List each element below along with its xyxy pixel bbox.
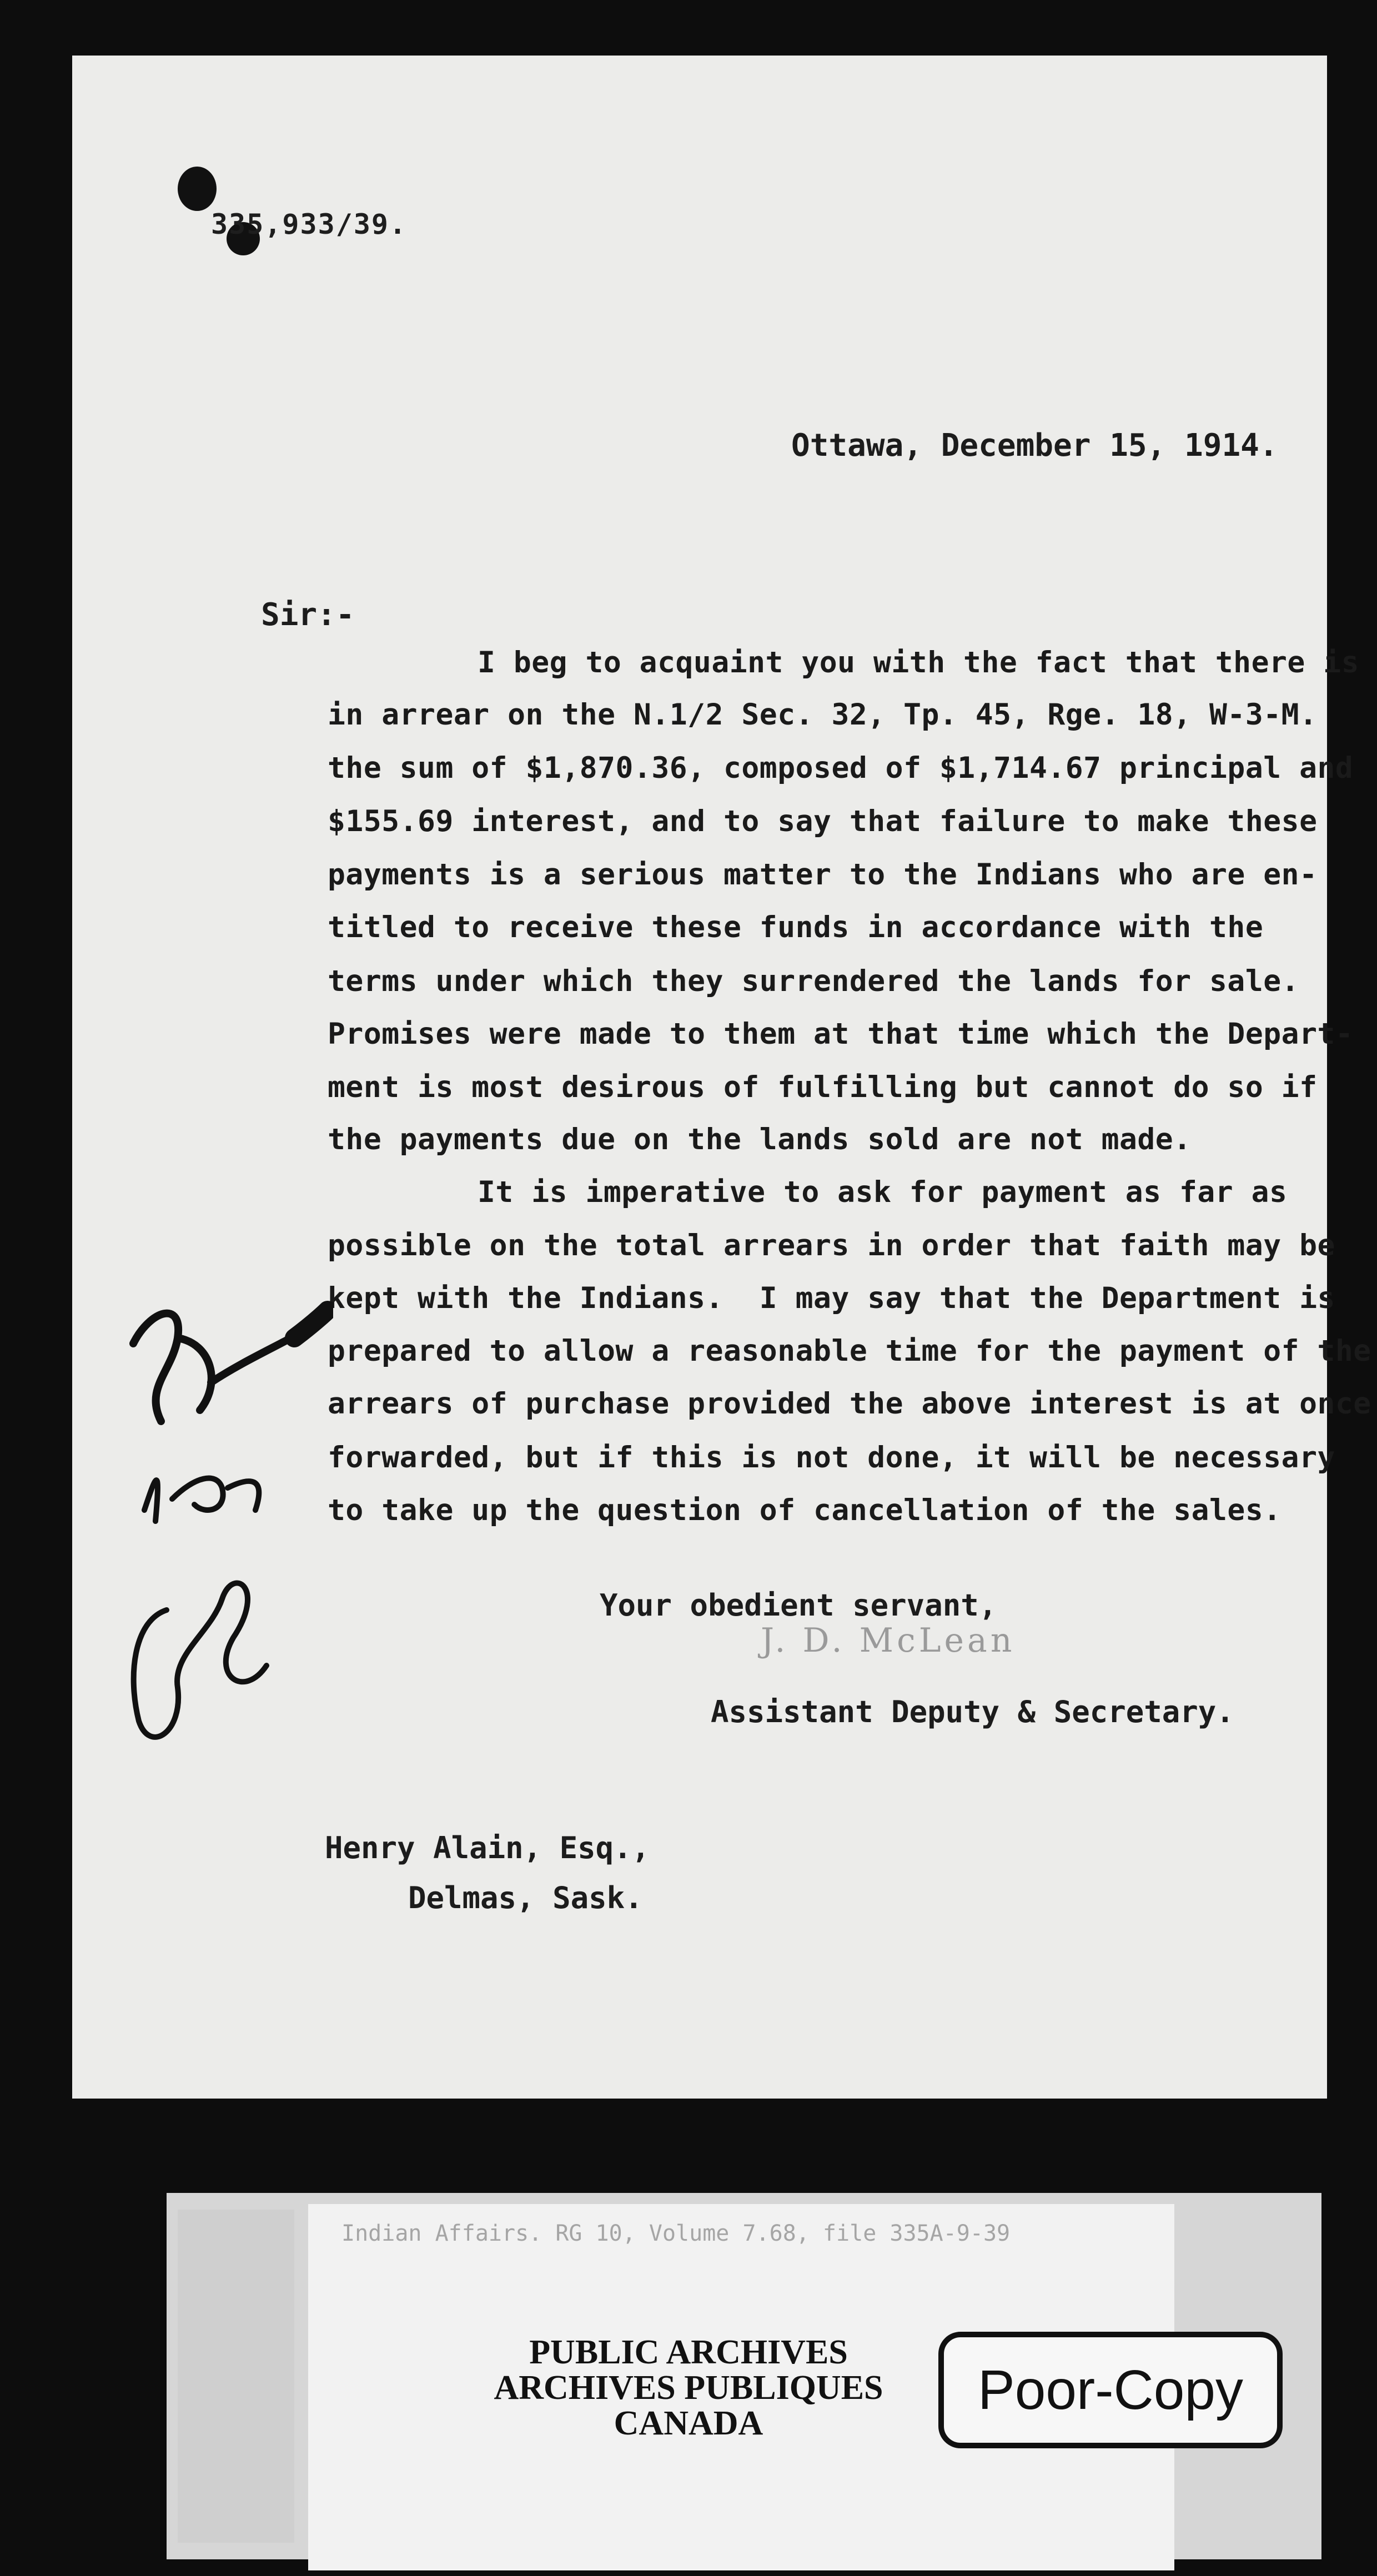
body-line: titled to receive these funds in accordance with the <box>328 910 1264 944</box>
body-line: possible on the total arrears in order that faith may be <box>328 1229 1335 1262</box>
signatory-title: Assistant Deputy & Secretary. <box>711 1694 1234 1729</box>
closing: Your obedient servant, <box>600 1588 997 1623</box>
body-line: ment is most desirous of fulfilling but cannot do so if <box>328 1070 1318 1104</box>
body-line: arrears of purchase provided the above interest is at once <box>328 1387 1371 1421</box>
body-line: It is imperative to ask for payment as far as <box>478 1175 1288 1209</box>
date-line: Ottawa, December 15, 1914. <box>791 427 1278 464</box>
archives-line-1: PUBLIC ARCHIVES <box>529 2333 848 2371</box>
handwritten-initials <box>100 1277 333 1777</box>
poor-copy-stamp: Poor-Copy <box>938 2332 1283 2448</box>
initial-mark <box>133 1314 311 1421</box>
body-line: Promises were made to them at that time which the Depart- <box>328 1017 1354 1051</box>
file-reference: 335,933/39. <box>211 208 408 240</box>
archives-line-3: CANADA <box>614 2404 763 2442</box>
archive-strip-stub <box>178 2210 294 2543</box>
body-line: I beg to acquaint you with the fact that there is <box>478 646 1360 680</box>
ink-blot <box>178 167 217 211</box>
body-line: payments is a serious matter to the Indians who are en- <box>328 858 1318 892</box>
archive-reference: Indian Affairs. RG 10, Volume 7.68, file 335A-9-39 <box>341 2221 1011 2246</box>
initial-mark <box>134 1583 267 1737</box>
archives-line-2: ARCHIVES PUBLIQUES <box>494 2369 883 2407</box>
body-line: $155.69 interest, and to say that failure to make these <box>328 804 1318 838</box>
body-line: to take up the question of cancellation of the sales. <box>328 1493 1281 1527</box>
initial-mark <box>294 1310 328 1338</box>
body-line: kept with the Indians. I may say that the Department is <box>328 1281 1335 1315</box>
body-line: forwarded, but if this is not done, it will be necessary <box>328 1441 1335 1475</box>
body-line: in arrear on the N.1/2 Sec. 32, Tp. 45, Rge. 18, W-3-M. <box>328 698 1318 732</box>
archives-wordmark <box>478 2334 899 2441</box>
date-mark <box>144 1478 259 1521</box>
body-line: prepared to allow a reasonable time for the payment of the <box>328 1334 1371 1368</box>
body-line: the payments due on the lands sold are not made. <box>328 1123 1192 1156</box>
addressee-name: Henry Alain, Esq., <box>325 1830 650 1865</box>
salutation: Sir:- <box>261 597 355 633</box>
body-line: the sum of $1,870.36, composed of $1,714.67 principal and <box>328 751 1354 785</box>
signature: J. D. McLean <box>761 1621 1016 1660</box>
addressee-place: Delmas, Sask. <box>408 1880 643 1915</box>
body-line: terms under which they surrendered the lands for sale. <box>328 964 1300 998</box>
